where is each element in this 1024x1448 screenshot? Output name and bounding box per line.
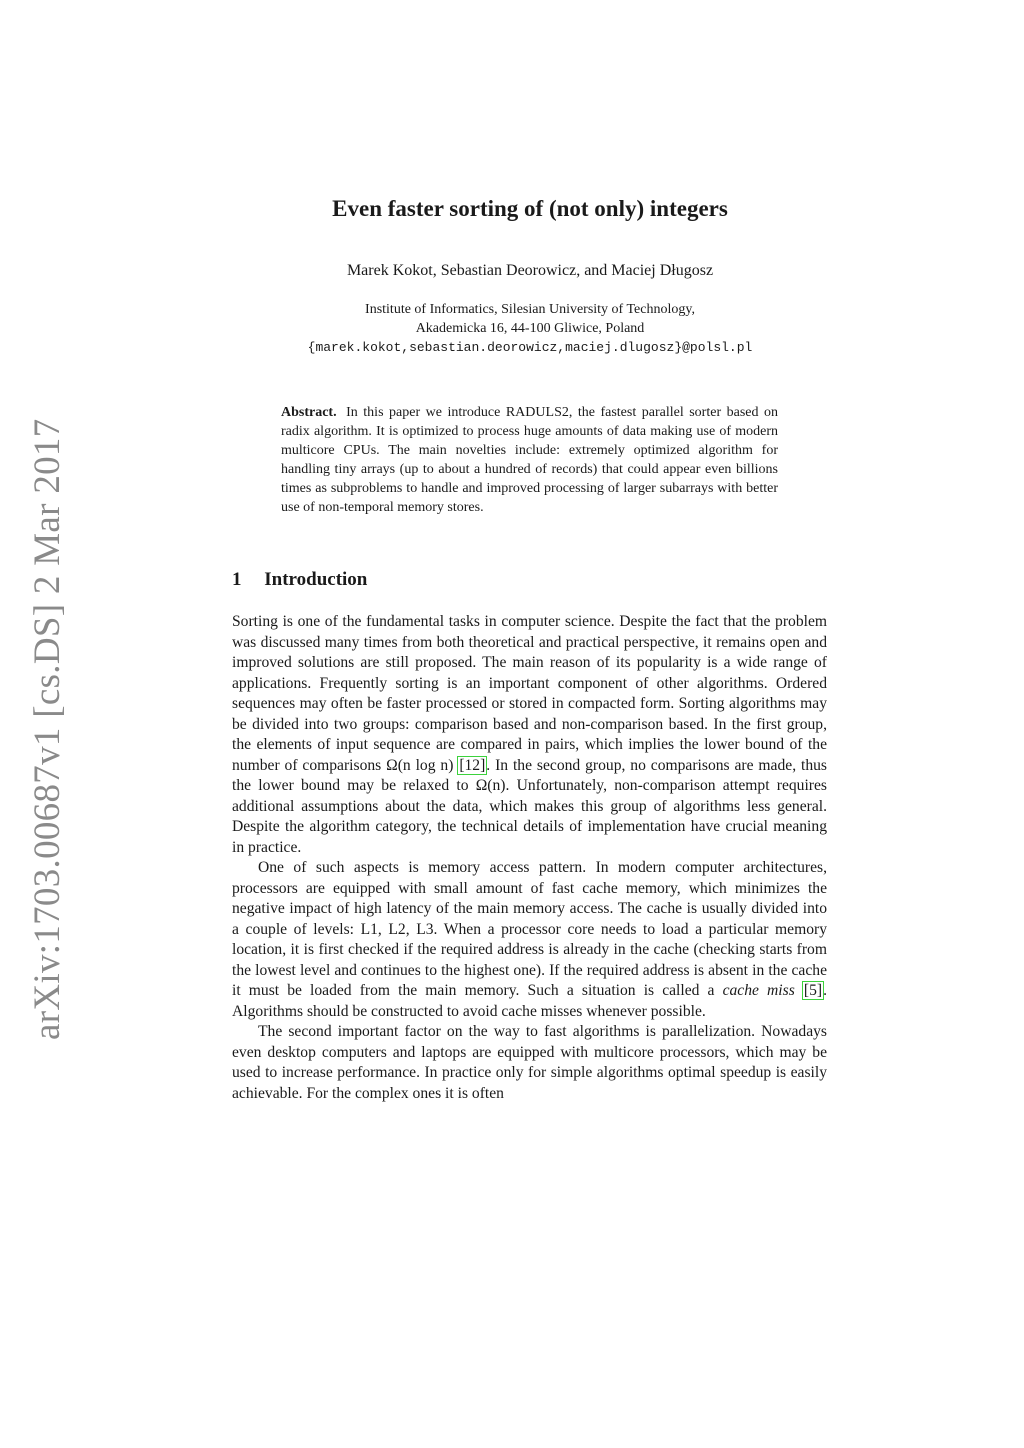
author-emails: {marek.kokot,sebastian.deorowicz,maciej.dlugosz}@polsl.pl <box>307 340 753 355</box>
section-heading-introduction <box>232 569 367 591</box>
affiliation-block <box>0 300 1024 357</box>
paragraph-2-text-b: . Algorithms should be constructed to avoid cache misses whenever possible. <box>232 982 827 1020</box>
abstract <box>281 403 778 517</box>
author-list: Marek Kokot, Sebastian Deorowicz, and Maciej Długosz <box>346 262 714 279</box>
abstract-text: In this paper we introduce RADULS2, the fastest parallel sorter based on radix algorithm. It is optimized to process huge amounts of data making use of modern multicore CPUs. The main novelties include: extremely optimized algorithm for handling tiny arrays (up to about a hundred of records) that could appear even billions times as subproblems to handle and improved processing of larger subarrays with better use of non-temporal memory stores. <box>281 405 778 515</box>
paragraph-2 <box>232 858 827 1022</box>
introduction-body <box>232 612 827 1104</box>
paragraph-1-text-b: . In the second group, no comparisons are made, thus the lower bound may be relaxed to Ω(n). Unfortunately, non-comparison attempt requires additional assumptions about the data, which makes this group of algorithms less general. Despite the algorithm category, the technical details of implementation have crucial meaning in practice. <box>232 756 827 856</box>
paragraph-1 <box>232 612 827 858</box>
paragraph-1-text-a: Sorting is one of the fundamental tasks in computer science. Despite the fact that the problem was discussed many times from both theoretical and practical perspective, it remains open and improved solutions are still proposed. The main reason of its popularity is a wide range of applications. Frequently sorting is an important component of other algorithms. Ordered sequences may often be faster processed or stored in compacted form. Sorting algorithms may be divided into two groups: comparison based and non-comparison based. In the first group, the elements of input sequence are compared in pairs, which implies the lower bound of the number of comparisons Ω(n log n) <box>232 613 827 774</box>
paper-title: Even faster sorting of (not only) integers <box>332 196 728 221</box>
arxiv-identifier: arXiv:1703.00687v1 [cs.DS] 2 Mar 2017 <box>27 418 68 1040</box>
abstract-label: Abstract. <box>281 405 337 420</box>
term-cache-miss: cache miss <box>722 982 795 999</box>
citation-link-5[interactable]: [5] <box>803 982 823 999</box>
section-title: Introduction <box>264 569 368 590</box>
affiliation-line-2: Akademicka 16, 44-100 Gliwice, Poland <box>415 321 645 336</box>
paragraph-2-text-a: One of such aspects is memory access pattern. In modern computer architectures, processors are equipped with small amount of fast cache memory, which minimizes the negative impact of high latency of the main memory access. The cache is usually divided into a couple of levels: L1, L2, L3. When a processor core needs to load a particular memory location, it is first checked if the required address is already in the cache (checking starts from the lowest level and continues to the highest one). If the required address is absent in the cache it must be loaded from the main memory. Such a situation is called a <box>232 859 827 999</box>
section-number: 1 <box>232 569 242 590</box>
affiliation-line-1: Institute of Informatics, Silesian University of Technology, <box>365 302 695 317</box>
paragraph-3: The second important factor on the way to fast algorithms is parallelization. Nowadays even desktop computers and laptops are equipped with multicore processors, which may be used to increase performance. In practice only for simple algorithms optimal speedup is easily achievable. For the complex ones it is often <box>232 1023 827 1102</box>
citation-link-12[interactable]: [12] <box>459 756 486 774</box>
